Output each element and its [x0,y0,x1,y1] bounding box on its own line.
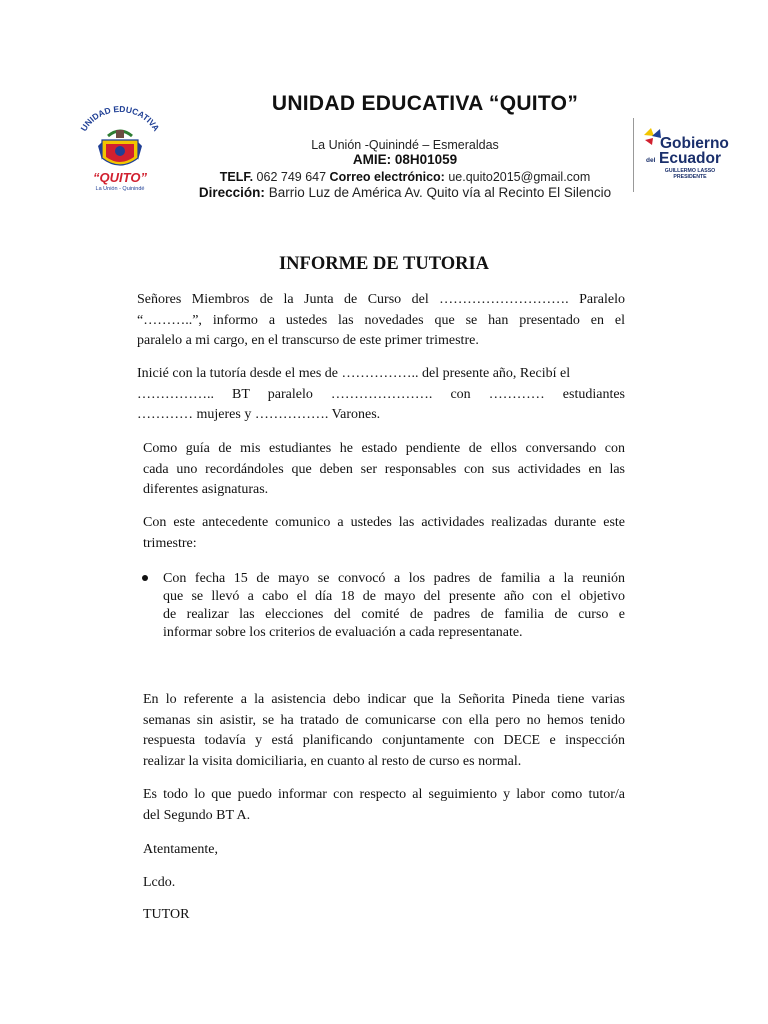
list-item-line: Con fecha 15 de mayo se convocó a los padres de familia a la reunión [163,571,625,586]
paragraph-5-line: En lo referente a la asistencia debo indicar que la Señorita Pineda tiene varias [143,692,625,707]
logo-line2: Ecuador [659,150,722,167]
paragraph-1 [137,290,625,352]
paragraph-5-line: realizar la visita domiciliaria, en cuanto al resto de curso es normal. [143,753,522,769]
sun-rays-icon [644,128,661,145]
paragraph-2 [137,364,625,426]
email-value: ue.quito2015@gmail.com [448,170,591,184]
address-line [110,185,700,200]
paragraph-3-line: cada uno recordándoles que deben ser responsables con sus actividades en las [143,461,625,477]
list-item [163,570,625,642]
signature-role: TUTOR [143,907,190,922]
paragraph-2-line: ………… mujeres y ……………. Varones. [137,407,381,423]
email-label: Correo electrónico: [329,170,445,184]
closing-text: Atentamente, [143,842,219,857]
header-separator [633,118,634,192]
paragraph-4 [143,513,625,554]
logo-line2-small: del [646,157,656,164]
telf-label: TELF. [219,170,254,184]
paragraph-6 [143,785,625,826]
paragraph-2-line: …………….. BT paralelo …………………. con ………… estudiantes [137,386,625,402]
paragraph-2-line: Inicié con la tutoría desde el mes de …………….. del presente año, Recibí el [137,366,571,381]
logo-line4: PRESIDENTE [673,174,707,180]
paragraph-1-line: paralelo a mi cargo, en el transcurso de este primer trimestre. [137,333,479,349]
paragraph-6-line: Es todo lo que puedo informar con respecto al seguimiento y labor como tutor/a [143,787,625,802]
logo-line1: Gobierno [660,135,729,152]
address-value: Barrio Luz de América Av. Quito vía al Recinto El Silencio [268,185,612,200]
gobierno-logo [640,126,732,184]
logo-main-text: “QUITO” [93,170,147,185]
logo-sub-text: La Unión - Quinindé [95,186,145,192]
paragraph-5-line: semanas sin asistir, se ha tratado de comunicarse con ella pero no hemos tenido [143,712,625,728]
logo-line3: GUILLERMO LASSO [664,168,716,174]
paragraph-1-line: “………..”, informo a ustedes las novedades que se han presentado en el [137,312,625,328]
school-name: UNIDAD EDUCATIVA “QUITO” [271,92,579,115]
paragraph-4-line: Con este antecedente comunico a ustedes las actividades realizadas durante este [143,515,625,530]
paragraph-3-line: Como guía de mis estudiantes he estado pendiente de ellos conversando con [143,441,625,456]
bullet-icon [142,575,148,581]
paragraph-5 [143,690,625,772]
crest-icon [98,130,142,165]
amie-label: AMIE: [352,152,392,167]
svg-text:UNIDAD EDUCATIVA [79,106,162,133]
paragraph-6-line: del Segundo BT A. [143,807,251,823]
amie-line [110,152,700,167]
paragraph-5-line: respuesta todavía y está planificando conjuntamente con DECE e inspección [143,733,625,749]
logo-top-text: UNIDAD EDUCATIVA [78,106,162,133]
paragraph-1-line: Señores Miembros de la Junta de Curso del ………………………. Paralelo [137,292,625,307]
telf-value: 062 749 647 [256,170,327,184]
paragraph-3 [143,439,625,501]
list-item-line: que se llevó a cabo el día 18 de mayo del presente año con el objetivo [163,589,625,604]
document-title: INFORME DE TUTORIA [278,254,490,274]
amie-value: 08H01059 [394,152,458,167]
paragraph-3-line: diferentes asignaturas. [143,482,269,498]
school-logo [72,106,168,192]
list-item-line: de realizar las elecciones del comité de padres de familia de curso e [163,607,625,622]
paragraph-4-line: trimestre: [143,535,197,551]
activities-list [163,570,625,642]
school-location: La Unión -Quinindé – Esmeraldas [311,138,499,152]
address-label: Dirección: [198,185,265,200]
signature-title: Lcdo. [143,875,176,890]
list-item-line: informar sobre los criterios de evaluación a cada representanate. [163,625,523,640]
contact-line [110,170,700,184]
